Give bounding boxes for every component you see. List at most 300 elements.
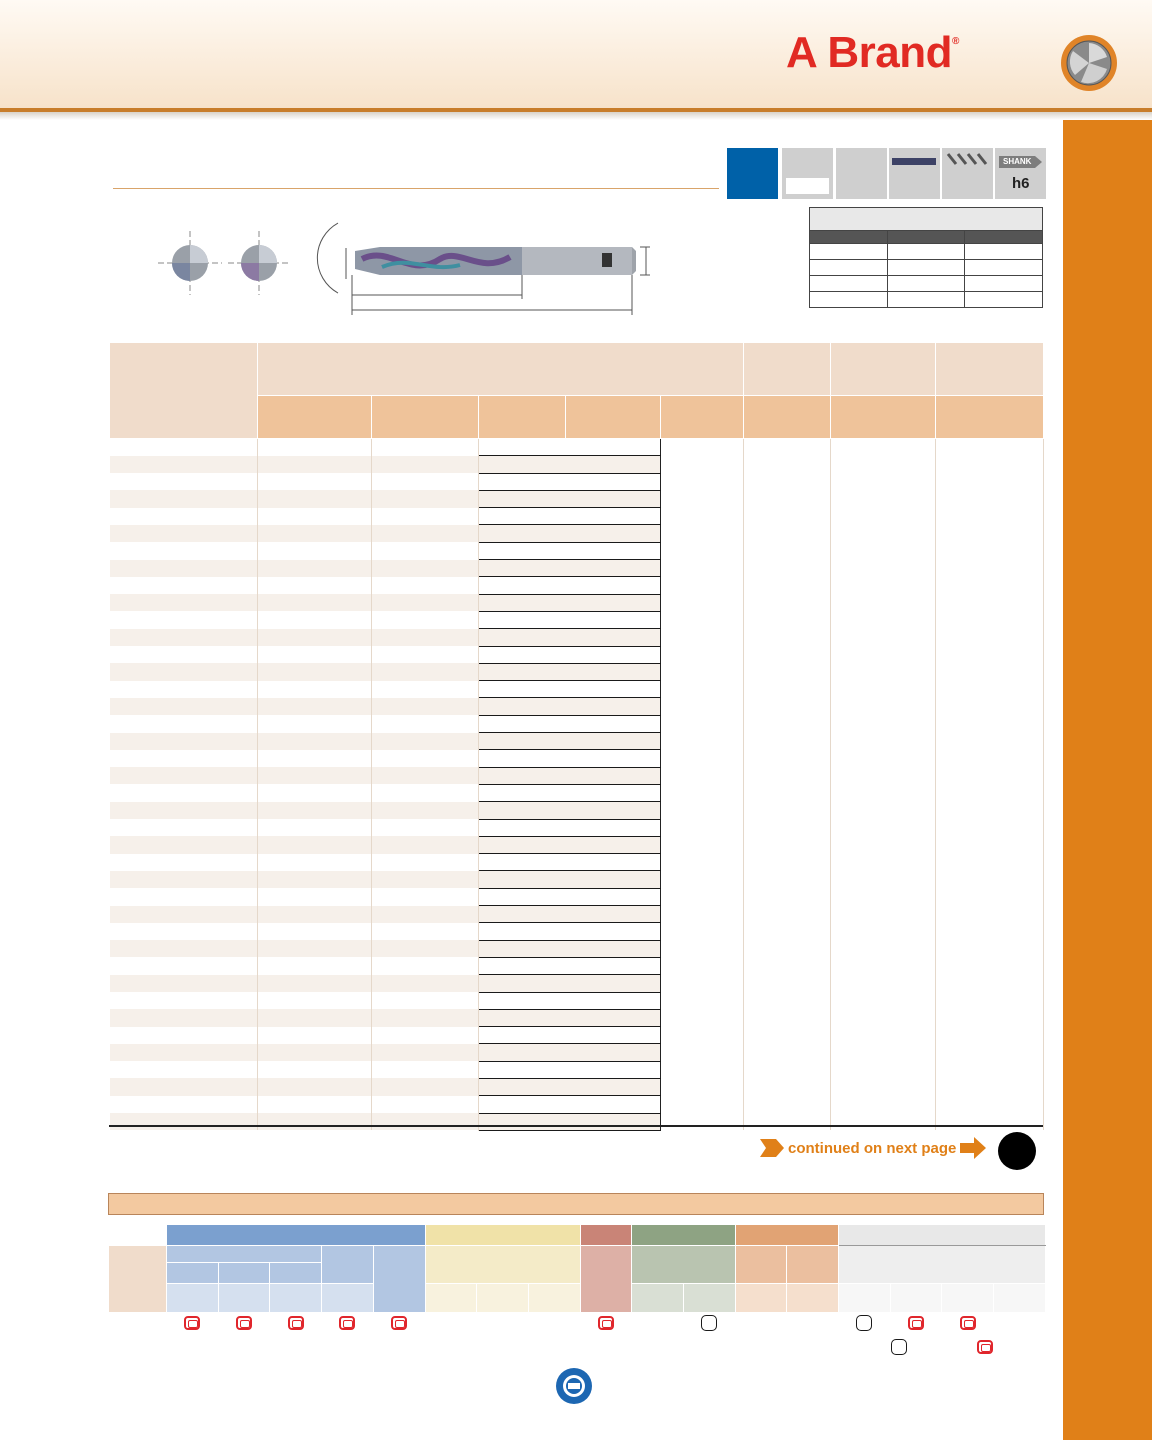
table-cell [258,888,372,905]
table-cell [744,1027,831,1044]
table-cell [372,525,479,542]
table-cell [372,663,479,680]
table-row [110,663,1044,680]
table-cell [372,698,479,715]
col-sub-b [831,396,936,439]
table-cell [661,646,744,663]
col-stock [831,343,936,396]
table-cell [372,957,479,974]
table-row [110,646,1044,663]
application-cell [373,1313,425,1338]
table-cell [661,439,744,456]
table-cell [936,439,1044,456]
table-cell [372,1061,479,1078]
table-cell [372,542,479,559]
table-cell [110,542,258,559]
tolerance-table-row [810,244,1043,260]
brand-title: A Brand® [786,28,959,77]
table-cell [936,1096,1044,1113]
table-cell [661,1096,744,1113]
table-cell [744,1044,831,1061]
table-cell [831,490,936,507]
arrow-right-icon [960,1137,986,1159]
recommended-mark-icon [960,1316,976,1330]
table-cell [661,733,744,750]
shank-label: SHANK [1003,157,1032,166]
table-cell [258,975,372,992]
table-cell [744,819,831,836]
table-cell [936,681,1044,698]
table-cell [566,957,661,974]
table-cell [936,577,1044,594]
table-cell [372,836,479,853]
table-cell [258,802,372,819]
table-cell [479,802,566,819]
table-cell [566,1044,661,1061]
table-cell [258,490,372,507]
table-cell [936,871,1044,888]
table-cell [110,940,258,957]
table-cell [661,923,744,940]
table-cell [110,1009,258,1026]
table-cell [831,940,936,957]
table-cell [744,456,831,473]
table-cell [936,906,1044,923]
table-cell [258,594,372,611]
table-cell [110,508,258,525]
table-cell [661,1078,744,1095]
table-cell [566,992,661,1009]
table-cell [258,715,372,732]
table-cell [372,611,479,628]
col-tolerance [661,396,744,439]
table-cell [110,698,258,715]
table-cell [258,784,372,801]
table-cell [936,1113,1044,1130]
table-cell [566,473,661,490]
table-cell [258,940,372,957]
table-cell [831,1044,936,1061]
table-row [110,957,1044,974]
table-cell [110,715,258,732]
table-cell [936,490,1044,507]
table-cell [831,663,936,680]
table-cell [744,611,831,628]
recommended-mark-icon [288,1316,304,1330]
table-cell [936,1027,1044,1044]
title-rule [113,188,719,189]
table-cell [936,802,1044,819]
table-cell [936,975,1044,992]
table-cell [479,715,566,732]
recommended-mark-icon [184,1316,200,1330]
table-cell [566,888,661,905]
table-cell [110,560,258,577]
table-cell [258,819,372,836]
table-cell [661,836,744,853]
table-cell [479,1027,566,1044]
table-cell [661,681,744,698]
table-cell [661,542,744,559]
page-index-dot [998,1132,1036,1170]
table-cell [110,750,258,767]
table-cell [258,698,372,715]
table-row [110,1009,1044,1026]
table-cell [661,802,744,819]
table-cell [744,525,831,542]
table-cell [744,577,831,594]
table-cell [258,923,372,940]
coating-icon [782,148,833,199]
drill-end-view-2 [228,231,290,295]
col-dimensions [258,343,744,396]
table-row [110,594,1044,611]
table-cell [479,508,566,525]
table-cell [936,923,1044,940]
table-cell [744,733,831,750]
table-cell [479,1096,566,1113]
table-cell [479,906,566,923]
table-cell [936,473,1044,490]
table-cell [936,1009,1044,1026]
table-row [110,560,1044,577]
table-cell [566,577,661,594]
table-cell [479,681,566,698]
table-cell [372,767,479,784]
col-edp [110,343,258,439]
table-cell [372,439,479,456]
product-table [109,342,1044,1131]
table-cell [744,888,831,905]
table-cell [661,1044,744,1061]
table-cell [936,888,1044,905]
table-cell [110,525,258,542]
table-cell [831,1061,936,1078]
table-cell [110,1027,258,1044]
table-bottom-rule [109,1125,1043,1127]
table-cell [110,1096,258,1113]
table-cell [566,1027,661,1044]
table-cell [936,560,1044,577]
table-cell [110,923,258,940]
suitable-mark-icon [701,1315,717,1331]
application-title-bar [108,1193,1044,1215]
table-cell [258,1027,372,1044]
suitable-mark-icon [856,1315,872,1331]
table-cell [479,923,566,940]
table-cell [831,1027,936,1044]
table-cell [744,508,831,525]
table-cell [566,906,661,923]
table-cell [566,629,661,646]
table-cell [936,663,1044,680]
table-cell [258,1113,372,1130]
application-cell [787,1313,839,1338]
table-cell [566,854,661,871]
table-cell [744,1061,831,1078]
table-cell [566,1078,661,1095]
table-cell [936,646,1044,663]
table-cell [566,940,661,957]
table-cell [479,663,566,680]
table-cell [566,836,661,853]
table-cell [258,854,372,871]
table-cell [744,490,831,507]
table-cell [661,1009,744,1026]
table-cell [661,525,744,542]
application-cell [839,1313,891,1338]
table-cell [744,923,831,940]
application-cell [735,1313,787,1338]
table-cell [566,698,661,715]
table-cell [831,750,936,767]
table-cell [744,663,831,680]
table-cell [936,733,1044,750]
table-cell [110,888,258,905]
table-cell [372,888,479,905]
col-diameter [258,396,372,439]
tolerance-table-header [810,231,1043,244]
table-cell [744,629,831,646]
table-cell [936,854,1044,871]
application-cell [167,1313,219,1338]
table-cell [936,594,1044,611]
table-cell [831,473,936,490]
table-cell [566,923,661,940]
table-cell [479,473,566,490]
table-cell [372,715,479,732]
application-cell [580,1313,632,1338]
table-cell [372,923,479,940]
table-cell [566,733,661,750]
application-cell [632,1313,684,1338]
table-cell [479,698,566,715]
table-cell [372,490,479,507]
recommended-mark-icon [908,1316,924,1330]
table-cell [831,715,936,732]
table-cell [110,975,258,992]
table-cell [936,957,1044,974]
table-cell [372,975,479,992]
application-cell [528,1313,580,1338]
table-cell [744,836,831,853]
shank-tolerance: h6 [1012,175,1030,192]
table-cell [661,490,744,507]
table-cell [831,923,936,940]
drill-end-icon [1061,35,1117,91]
product-table-header [110,343,1044,396]
table-cell [744,957,831,974]
table-cell [479,629,566,646]
table-cell [110,490,258,507]
table-cell [479,1009,566,1026]
application-cell [270,1313,322,1338]
table-cell [936,698,1044,715]
table-cell [372,1009,479,1026]
table-cell [831,560,936,577]
table-row [110,508,1044,525]
table-cell [110,439,258,456]
table-cell [831,733,936,750]
table-cell [831,767,936,784]
table-cell [661,957,744,974]
table-cell [110,802,258,819]
table-cell [744,802,831,819]
recommended-mark-icon [236,1316,252,1330]
tolerance-table-row [810,276,1043,292]
table-cell [258,906,372,923]
table-cell [110,629,258,646]
table-cell [831,802,936,819]
table-cell [566,767,661,784]
table-cell [479,888,566,905]
legend-recommended-icon [977,1340,993,1354]
table-row [110,1096,1044,1113]
recommended-mark-icon [598,1316,614,1330]
table-cell [372,456,479,473]
table-cell [831,975,936,992]
shank-icon [995,148,1046,199]
tolerance-table-title [810,208,1043,231]
table-cell [566,542,661,559]
table-cell [372,1044,479,1061]
table-cell [479,577,566,594]
table-cell [110,681,258,698]
table-cell [744,906,831,923]
table-cell [744,542,831,559]
table-cell [566,439,661,456]
table-cell [661,819,744,836]
table-cell [936,750,1044,767]
table-cell [661,611,744,628]
table-cell [831,836,936,853]
table-cell [479,542,566,559]
table-cell [258,542,372,559]
table-cell [372,802,479,819]
table-cell [936,1078,1044,1095]
application-cell [218,1313,270,1338]
table-cell [831,871,936,888]
table-cell [479,456,566,473]
table-cell [744,594,831,611]
table-cell [479,819,566,836]
table-row [110,577,1044,594]
table-cell [258,871,372,888]
table-cell [372,906,479,923]
table-cell [661,629,744,646]
table-cell [566,1113,661,1130]
table-cell [566,784,661,801]
table-cell [566,611,661,628]
table-row [110,611,1044,628]
table-cell [566,819,661,836]
table-cell [661,750,744,767]
table-row [110,715,1044,732]
table-cell [110,577,258,594]
flute-icon [836,148,887,199]
table-cell [661,1061,744,1078]
table-cell [479,854,566,871]
table-cell [936,1061,1044,1078]
table-cell [831,819,936,836]
material-sub-row [109,1246,1046,1263]
table-cell [258,560,372,577]
application-cell [322,1313,374,1338]
table-cell [831,577,936,594]
table-cell [110,784,258,801]
table-cell [258,1078,372,1095]
table-cell [744,854,831,871]
table-cell [831,784,936,801]
table-cell [110,871,258,888]
table-cell [258,836,372,853]
table-row [110,525,1044,542]
table-row [110,871,1044,888]
table-cell [566,1096,661,1113]
table-cell [479,594,566,611]
table-cell [744,940,831,957]
page-header [0,0,1152,110]
copper-group [735,1225,838,1246]
table-cell [372,871,479,888]
table-row [110,456,1044,473]
table-row [110,629,1044,646]
table-cell [661,1027,744,1044]
tolerance-table-row [810,292,1043,308]
tolerance-table [809,207,1043,308]
table-cell [566,715,661,732]
table-cell [258,525,372,542]
table-cell [661,594,744,611]
table-cell [372,1027,479,1044]
table-cell [936,542,1044,559]
table-cell [831,629,936,646]
table-cell [831,698,936,715]
table-cell [479,1061,566,1078]
table-cell [744,560,831,577]
table-row [110,784,1044,801]
table-cell [831,854,936,871]
table-cell [831,646,936,663]
tolerance-table-row [810,260,1043,276]
application-table [108,1224,1046,1338]
table-cell [372,508,479,525]
application-cell [683,1313,735,1338]
table-cell [479,439,566,456]
table-row [110,750,1044,767]
table-cell [372,1078,479,1095]
table-cell [744,784,831,801]
table-cell [479,733,566,750]
table-row [110,836,1044,853]
drill-diagram [150,215,660,325]
table-cell [372,681,479,698]
table-cell [566,456,661,473]
table-cell [258,663,372,680]
table-cell [744,439,831,456]
table-cell [372,854,479,871]
table-cell [372,733,479,750]
table-row [110,888,1044,905]
table-cell [936,836,1044,853]
table-row [110,473,1044,490]
table-cell [110,992,258,1009]
table-cell [831,525,936,542]
table-cell [479,646,566,663]
table-cell [479,767,566,784]
table-cell [744,681,831,698]
arrow-right-icon [760,1137,784,1159]
